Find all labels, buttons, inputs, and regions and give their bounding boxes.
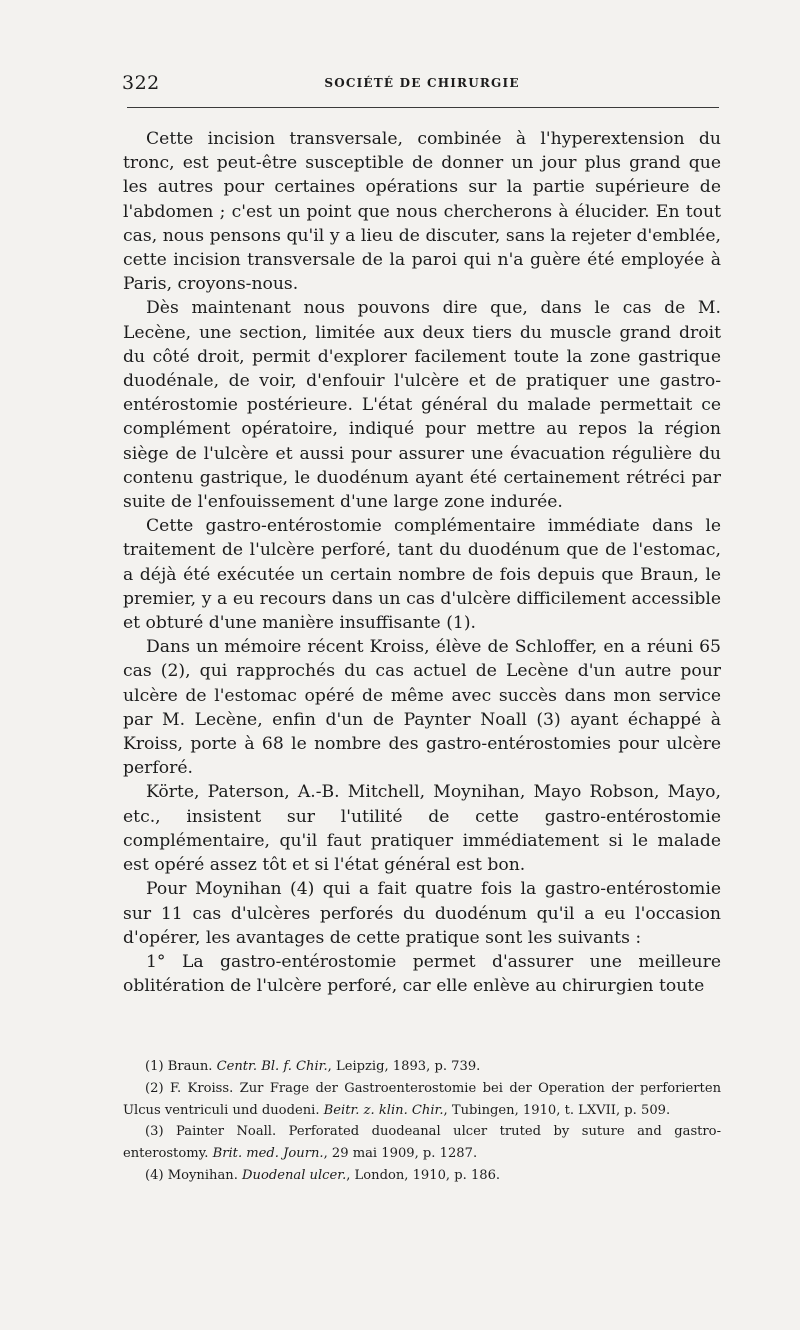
footnote-text: (4) Moynihan.	[145, 1167, 243, 1183]
header-rule	[127, 107, 719, 108]
running-head: SOCIÉTÉ DE CHIRURGIE	[324, 76, 520, 90]
footnote	[123, 1165, 721, 1187]
paragraph: Cette gastro-entérostomie complémentaire immédiate dans le traitement de l'ulcère perforé, tant du duodénum que de l'estomac, a déjà été exécutée un certain nombre de fois depuis que Braun, le premier, y a eu recours dans un cas d'ulcère difficilement accessible et obturé d'une manière insuffisante (1).	[123, 516, 721, 634]
footnote-text: , Leipzig, 1893, p. 739.	[327, 1059, 481, 1074]
footnote	[123, 1078, 721, 1122]
footnote-text: (1) Braun.	[145, 1059, 217, 1074]
page-header	[122, 72, 722, 94]
journal-title: Brit. med. Journ.	[212, 1146, 324, 1162]
page-number: 322	[122, 72, 160, 94]
paragraph: Körte, Paterson, A.-B. Mitchell, Moynihan, Mayo Robson, Mayo, etc., insistent sur l'utilité de cette gastro-entérostomie complémentaire, qu'il faut pratiquer immédiatement si le malade est opéré assez tôt et si l'état général est bon.	[123, 782, 721, 876]
journal-title: Beitr. z. klin. Chir.	[323, 1102, 444, 1118]
paragraph: Pour Moynihan (4) qui a fait quatre fois la gastro-entérostomie sur 11 cas d'ulcères perforés du duodénum qu'il a eu l'occasion d'opérer, les avantages de cette pratique sont les suivants :	[123, 879, 721, 948]
paragraph: Dans un mémoire récent Kroiss, élève de Schloffer, en a réuni 65 cas (2), qui rapprochés du cas actuel de Lecène d'un autre pour ulcère de l'estomac opéré de même avec succès dans mon service par M. Lecène, enfin d'un de Paynter Noall (3) ayant échappé à Kroiss, porte à 68 le nombre des gastro-entérostomies pour ulcère perforé.	[123, 637, 721, 779]
journal-title: Duodenal ulcer.	[242, 1167, 347, 1183]
footnote	[123, 1121, 721, 1165]
footnotes	[123, 1056, 721, 1187]
footnote-text: (2) F. Kroiss. Zur Frage der Gastroenterostomie bei der Operation der perforierten Ulcus ventriculi und duodeni.	[123, 1080, 721, 1118]
footnote-text: , 29 mai 1909, p. 1287.	[323, 1146, 478, 1162]
journal-title: Centr. Bl. f. Chir.	[216, 1059, 328, 1074]
footnote	[123, 1056, 721, 1078]
footnote-text: , Tubingen, 1910, t. LXVII, p. 509.	[443, 1102, 671, 1118]
paragraph: 1° La gastro-entérostomie permet d'assurer une meilleure oblitération de l'ulcère perforé, car elle enlève au chirurgien toute	[123, 951, 721, 997]
paragraph: Dès maintenant nous pouvons dire que, dans le cas de M. Lecène, une section, limitée aux deux tiers du muscle grand droit du côté droit, permit d'explorer facilement toute la zone gastrique duodénale, de voir, d'enfouir l'ulcère et de pratiquer une gastro-entérostomie postérieure. L'état général du malade permettait ce complément opératoire, indiqué pour mettre au repos la région siège de l'ulcère et aussi pour assurer une évacuation régulière du contenu gastrique, le duodénum ayant été certainement rétréci par suite de l'enfouissement d'une large zone indurée.	[123, 298, 721, 513]
footnote-text: , London, 1910, p. 186.	[346, 1167, 501, 1183]
body-text	[123, 127, 721, 998]
paragraph: Cette incision transversale, combinée à l'hyperextension du tronc, est peut-être susceptible de donner un jour plus grand que les autres pour certaines opérations sur la partie supérieure de l'abdomen ; c'est un point que nous chercherons à élucider. En tout cas, nous pensons qu'il y a lieu de discuter, sans la rejeter d'emblée, cette incision transversale de la paroi qui n'a guère été employée à Paris, croyons-nous.	[123, 129, 721, 295]
footnote-text: (3) Painter Noall. Perforated duodeanal ulcer truted by suture and gastro-enterostomy.	[123, 1124, 721, 1162]
